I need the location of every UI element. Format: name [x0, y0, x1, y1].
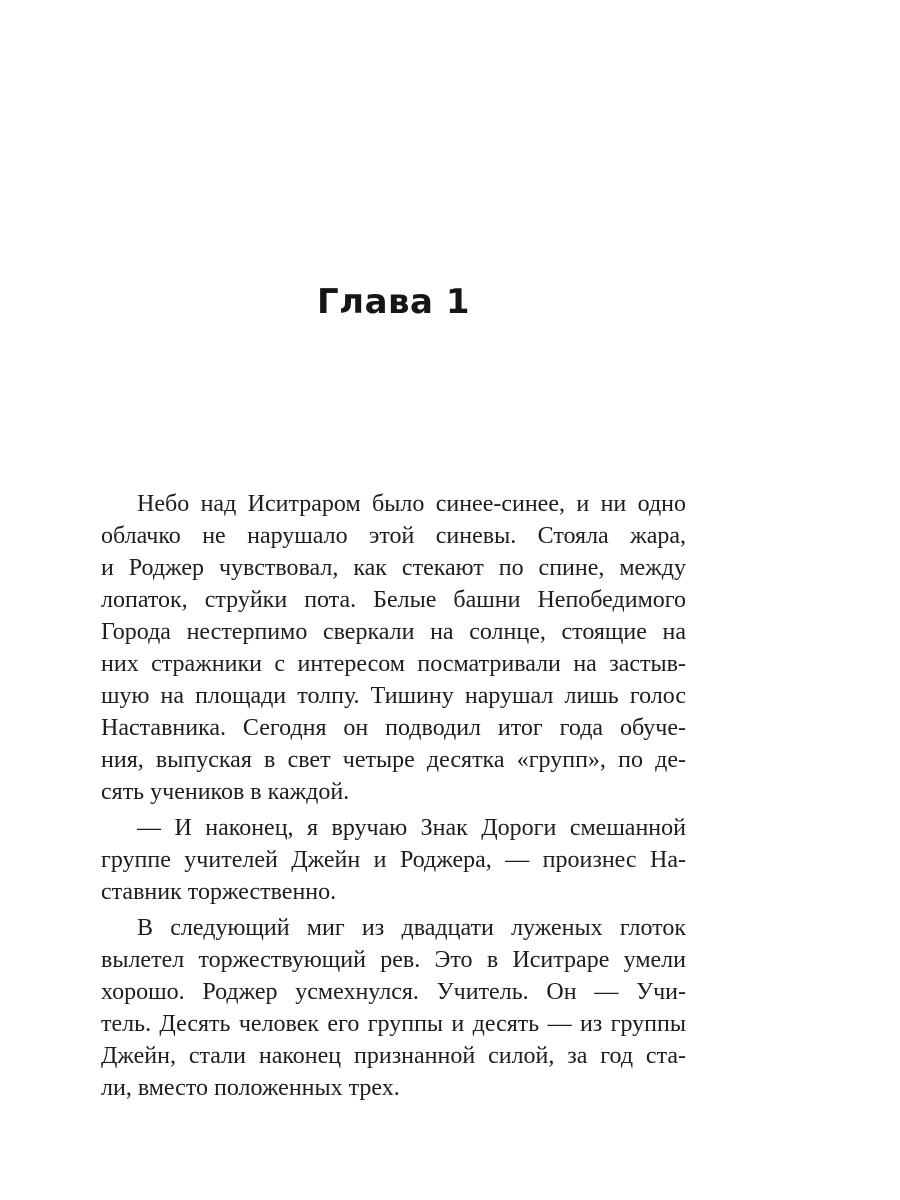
text-line: — И наконец, я вручаю Знак Дороги смешанной [137, 815, 686, 841]
text-line: Джейн, стали наконец признанной силой, за год ста- [101, 1043, 686, 1069]
text-line: вылетел торжествующий рев. Это в Иситраре умели [101, 947, 686, 973]
text-line: облачко не нарушало этой синевы. Стояла жара, [101, 523, 686, 549]
text-line: ния, выпуская в свет четыре десятка «групп», по де- [101, 747, 686, 773]
text-line: Города нестерпимо сверкали на солнце, стоящие на [101, 619, 686, 645]
text-line: ставник торжественно. [101, 879, 337, 905]
paragraph [101, 912, 686, 1104]
text-line: хорошо. Роджер усмехнулся. Учитель. Он — Учи- [101, 979, 686, 1005]
text-line: В следующий миг из двадцати луженых глоток [137, 915, 686, 941]
text-line: лопаток, струйки пота. Белые башни Непобедимого [101, 587, 686, 613]
chapter-heading: Глава 1 [317, 282, 470, 322]
text-line: шую на площади толпу. Тишину нарушал лишь голос [101, 683, 686, 709]
body-text [101, 488, 686, 1104]
text-line: сять учеников в каждой. [101, 779, 350, 805]
text-line: ли, вместо положенных трех. [101, 1075, 400, 1101]
text-line: группе учителей Джейн и Роджера, — произнес На- [101, 847, 686, 873]
paragraph [101, 812, 686, 908]
text-line: Небо над Иситраром было синее-синее, и ни одно [137, 491, 686, 517]
paragraph [101, 488, 686, 808]
text-line: и Роджер чувствовал, как стекают по спине, между [101, 555, 686, 581]
text-line: тель. Десять человек его группы и десять — из группы [101, 1011, 686, 1037]
text-line: них стражники с интересом посматривали на застыв- [101, 651, 686, 677]
text-line: Наставника. Сегодня он подводил итог года обуче- [101, 715, 686, 741]
